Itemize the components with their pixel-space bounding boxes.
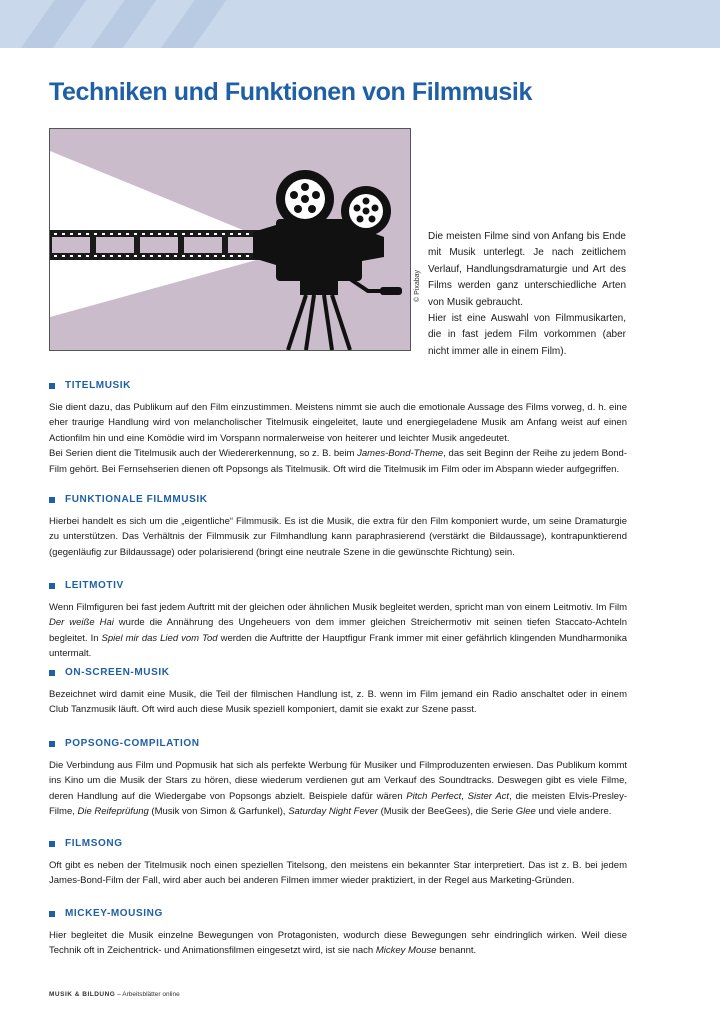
section-on-screen-musik [49, 667, 627, 718]
header-band [0, 0, 720, 48]
section-paragraph: Oft gibt es neben der Titelmusik noch einen speziellen Titelsong, den meistens ein bekannter Star interpretiert. Das ist z. B. bei jedem James-Bond-Film der Fall, wird aber auch bei anderen Filmen immer wieder praktiziert, in der Regel aus Marketing-Gründen. [49, 860, 627, 887]
section-filmsong [49, 838, 627, 889]
section-bullet-icon [49, 583, 55, 589]
section-bullet-icon [49, 841, 55, 847]
intro-paragraph: Hier ist eine Auswahl von Filmmusikarten, die in fast jedem Film vorkommen (aber nicht immer alle in einem Film). [428, 313, 626, 357]
section-bullet-icon [49, 497, 55, 503]
page-title: Techniken und Funktionen von Filmmusik [49, 78, 532, 106]
section-paragraph: Hier begleitet die Musik einzelne Bewegungen von Protagonisten, wodurch diese Bewegungen sehr eindringlich wirken. Weil diese Technik oft in Zeichentrick- und Animationsfilmen eingesetzt wird, ist sie nach Mickey Mouse benannt. [49, 930, 627, 957]
footer-brand: MUSIK & BILDUNG [49, 991, 116, 998]
section-paragraph: Wenn Filmfiguren bei fast jedem Auftritt mit der gleichen oder ähnlichen Musik begleitet werden, spricht man von einem Leitmotiv. Im Film Der weiße Hai wurde die Annährung des Ungeheuers von dem immer gleichen Streichermotiv mit seinen tiefen Staccato-Achteln begleitet. In Spiel mir das Lied vom Tod werden die Auftritte der Hauptfigur Frank immer mit einer gefährlich klingenden Mundharmonika untermalt. [49, 602, 627, 660]
footer-suffix: – Arbeitsblätter online [117, 991, 180, 998]
section-bullet-icon [49, 670, 55, 676]
section-bullet-icon [49, 383, 55, 389]
section-heading: TITELMUSIK [65, 380, 131, 391]
intro-paragraph: Die meisten Filme sind von Anfang bis Ende mit Musik unterlegt. Je nach zeitlichem Verlauf, Handlungsdramaturgie und Art des Films werden ganz unterschiedliche Arten von Musik gebraucht. [428, 231, 626, 308]
section-bullet-icon [49, 911, 55, 917]
section-heading: LEITMOTIV [65, 580, 124, 591]
intro-text [428, 229, 626, 360]
projector-illustration [49, 128, 411, 351]
section-heading: FUNKTIONALE FILMMUSIK [65, 494, 208, 505]
section-heading: POPSONG-COMPILATION [65, 738, 200, 749]
section-heading: FILMSONG [65, 838, 123, 849]
section-titelmusik [49, 380, 627, 477]
section-bullet-icon [49, 741, 55, 747]
section-paragraph: Die Verbindung aus Film und Popmusik hat sich als perfekte Werbung für Musiker und Filmproduzenten erwiesen. Das Publikum kommt ins Kino um die Musik der Stars zu hören, diese wiederum verdienen gut am Verkauf des Soundtracks. Deswegen gibt es viele Filme, deren Handlung auf die Wiedergabe von Popsongs abzielt. Beispiele dafür wären Pitch Perfect, Sister Act, die meisten Elvis-Presley-Filme, Die Reifeprüfung (Musik von Simon & Garfunkel), Saturday Night Fever (Musik der BeeGees), die Serie Glee und viele andere. [49, 760, 627, 818]
section-heading: ON-SCREEN-MUSIK [65, 667, 170, 678]
image-credit: © Pixabay [414, 269, 421, 302]
section-paragraph: Sie dient dazu, das Publikum auf den Film einzustimmen. Meistens nimmt sie auch die emotionale Aussage des Films vorweg, d. h. eine eher traurige Handlung wird von melancholischer Titelmusik eingeleitet, laute und energiegeladene Musik am Anfang weist auf einen Actionfilm hin und eine Komödie wird im Vorspann normalerweise von heiterer und leichter Musik angedeutet. [49, 402, 627, 444]
section-funktionale-filmmusik [49, 494, 627, 560]
section-paragraph: Bezeichnet wird damit eine Musik, die Teil der filmischen Handlung ist, z. B. wenn im Film jemand ein Radio anschaltet oder in einem Club Tanzmusik läuft. Oft wird auch diese Musik speziell komponiert, damit sie exakt zur Szene passt. [49, 689, 627, 716]
section-paragraph: Hierbei handelt es sich um die „eigentliche“ Filmmusik. Es ist die Musik, die extra für den Film komponiert wurde, um seine Dramaturgie zu unterstützen. Das Verhältnis der Filmmusik zur Filmhandlung kann paraphrasierend (verstärkt die Bildaussage), kontrapunktierend (gegenläufig zur Bildaussage) oder polarisierend (bringt eine neutrale Szene in die gewünschte Richtung) sein. [49, 516, 627, 558]
section-leitmotiv [49, 580, 627, 662]
film-projector-icon [50, 129, 410, 350]
section-mickey-mousing [49, 908, 627, 959]
section-heading: MICKEY-MOUSING [65, 908, 163, 919]
page-footer [49, 991, 180, 998]
section-popsong-compilation [49, 738, 627, 820]
section-paragraph: Bei Serien dient die Titelmusik auch der Wiedererkennung, so z. B. beim James-Bond-Theme, das seit Beginn der Reihe zu jedem Bond-Film gehört. Bei Fernsehserien dienen oft Popsongs als Titelmusik. Oft wird die Titelmusik im Film oder im Abspann wieder aufgegriffen. [49, 448, 627, 475]
